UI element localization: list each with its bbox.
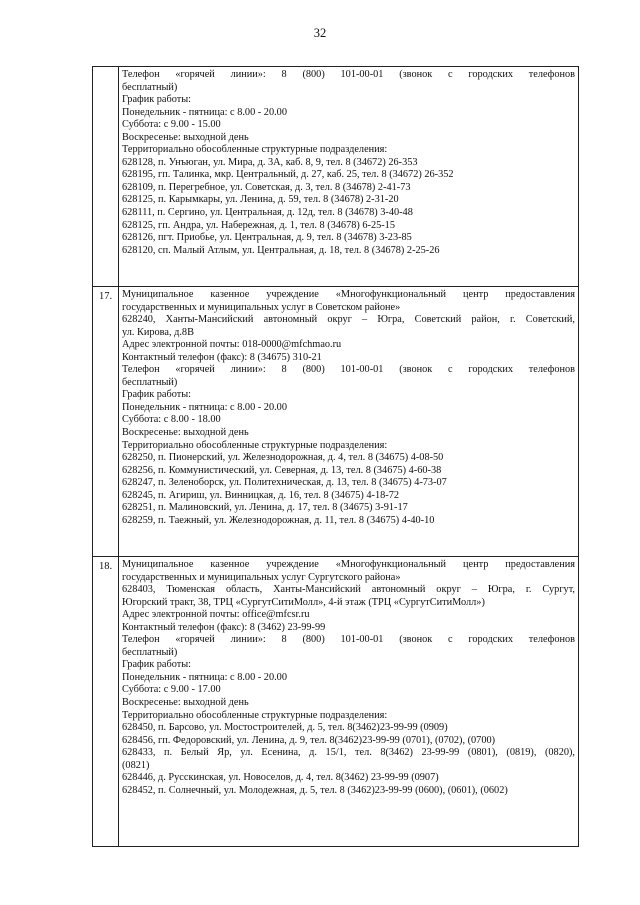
text-line: 628128, п. Унъюган, ул. Мира, д. 3А, каб. 8, 9, тел. 8 (34672) 26-353 [122, 156, 418, 168]
row-content [119, 287, 579, 557]
row-number: 17. [93, 287, 119, 557]
text-line: Территориально обособленные структурные подразделения: [122, 439, 388, 451]
text-line: 628120, сп. Малый Атлым, ул. Центральная, д. 18, тел. 8 (34678) 2-25-26 [122, 244, 440, 256]
text-line: 628250, п. Пионерский, ул. Железнодорожная, д. 4, тел. 8 (34675) 4-08-50 [122, 452, 444, 464]
text-line: Воскресенье: выходной день [122, 427, 249, 439]
text-line: 628403, Тюменская область, Ханты-Мансийский автономный округ – Югра, г. Сургут, [122, 584, 575, 596]
text-line: График работы: [122, 659, 192, 671]
text-line: Контактный телефон (факс): 8 (34675) 310-21 [122, 351, 322, 363]
text-line: 628251, п. Малиновский, ул. Ленина, д. 17, тел. 8 (34675) 3-91-17 [122, 502, 408, 514]
text-line: (0821) [122, 759, 150, 771]
text-line: График работы: [122, 389, 192, 401]
text-line: 628446, д. Русскинская, ул. Новоселов, д. 4, тел. 8(3462) 23-99-99 (0907) [122, 772, 439, 784]
text-line: 628126, пгт. Приобье, ул. Центральная, д. 9, тел. 8 (34678) 3-23-85 [122, 232, 412, 244]
text-line: Югорский тракт, 38, ТРЦ «СургутСитиМолл», 4-й этаж (ТРЦ «СургутСитиМолл») [122, 596, 485, 608]
text-line: бесплатный) [122, 376, 178, 388]
text-line: Муниципальное казенное учреждение «Многофункциональный центр предоставления [122, 559, 575, 570]
text-line: Телефон «горячей линии»: 8 (800) 101-00-01 (звонок с городских телефонов [122, 634, 575, 646]
text-line: Адрес электронной почты: office@mfcsr.ru [122, 609, 310, 621]
text-line: 628111, п. Сергино, ул. Центральная, д. 12д, тел. 8 (34678) 3-40-48 [122, 207, 413, 219]
row-content [119, 557, 579, 847]
text-line: 628452, п. Солнечный, ул. Молодежная, д. 5, тел. 8 (3462)23-99-99 (0600), (0601), (0602) [122, 784, 508, 796]
text-line: 628195, гп. Талинка, мкр. Центральный, д. 27, каб. 25, тел. 8 (34672) 26-352 [122, 169, 454, 181]
text-line: Территориально обособленные структурные подразделения: [122, 709, 388, 721]
text-line: Понедельник - пятница: с 8.00 - 20.00 [122, 106, 287, 118]
text-line: 628125, п. Карымкары, ул. Ленина, д. 59, тел. 8 (34678) 2-31-20 [122, 194, 399, 206]
text-line: Территориально обособленные структурные подразделения: [122, 144, 388, 156]
text-line: Контактный телефон (факс): 8 (3462) 23-99-99 [122, 621, 326, 633]
text-line: государственных и муниципальных услуг Сургутского района» [122, 571, 401, 583]
row-number [93, 67, 119, 287]
text-line: 628450, п. Барсово, ул. Мостостроителей, д. 5, тел. 8(3462)23-99-99 (0909) [122, 722, 448, 734]
text-line: Суббота: с 9.00 - 15.00 [122, 119, 221, 131]
text-line: 628247, п. Зеленоборск, ул. Политехническая, д. 13, тел. 8 (34675) 4-73-07 [122, 477, 447, 489]
table-row [93, 557, 579, 847]
text-line: Телефон «горячей линии»: 8 (800) 101-00-01 (звонок с городских телефонов [122, 364, 575, 376]
text-line: бесплатный) [122, 646, 178, 658]
text-line: бесплатный) [122, 81, 178, 93]
row-number: 18. [93, 557, 119, 847]
text-line: 628109, п. Перегребное, ул. Советская, д. 3, тел. 8 (34678) 2-41-73 [122, 181, 411, 193]
text-line: Воскресенье: выходной день [122, 697, 249, 709]
text-line: ул. Кирова, д.8В [122, 326, 194, 338]
text-line: 628256, п. Коммунистический, ул. Северная, д. 13, тел. 8 (34675) 4-60-38 [122, 464, 442, 476]
text-line: Суббота: с 8.00 - 18.00 [122, 414, 221, 426]
text-line: 628125, гп. Андра, ул. Набережная, д. 1, тел. 8 (34678) 6-25-15 [122, 219, 395, 231]
text-line: Понедельник - пятница: с 8.00 - 20.00 [122, 401, 287, 413]
row-content [119, 67, 579, 287]
text-line: 628245, п. Агириш, ул. Винницкая, д. 16, тел. 8 (34675) 4-18-72 [122, 489, 399, 501]
mfc-directory-table [92, 66, 579, 847]
page-number: 32 [313, 26, 327, 40]
table-row [93, 67, 579, 287]
text-line: Муниципальное казенное учреждение «Многофункциональный центр предоставления [122, 289, 575, 300]
text-line: Суббота: с 9.00 - 17.00 [122, 684, 221, 696]
text-line: Воскресенье: выходной день [122, 131, 249, 143]
text-line: Адрес электронной почты: 018-0000@mfchmao.ru [122, 339, 342, 351]
text-line: Понедельник - пятница: с 8.00 - 20.00 [122, 671, 287, 683]
text-line: Телефон «горячей линии»: 8 (800) 101-00-01 (звонок с городских телефонов [122, 69, 575, 80]
text-line: 628259, п. Таежный, ул. Железнодорожная, д. 11, тел. 8 (34675) 4-40-10 [122, 514, 435, 526]
text-line: График работы: [122, 94, 192, 106]
text-line: 628240, Ханты-Мансийский автономный округ – Югра, Советский район, г. Советский, [122, 314, 575, 326]
table-row [93, 287, 579, 557]
text-line: 628433, п. Белый Яр, ул. Есенина, д. 15/1, тел. 8(3462) 23-99-99 (0801), (0819), (0820), [122, 747, 575, 759]
text-line: 628456, гп. Федоровский, ул. Ленина, д. 9, тел. 8(3462)23-99-99 (0701), (0702), (0700) [122, 734, 496, 746]
text-line: государственных и муниципальных услуг в Советском районе» [122, 301, 401, 313]
